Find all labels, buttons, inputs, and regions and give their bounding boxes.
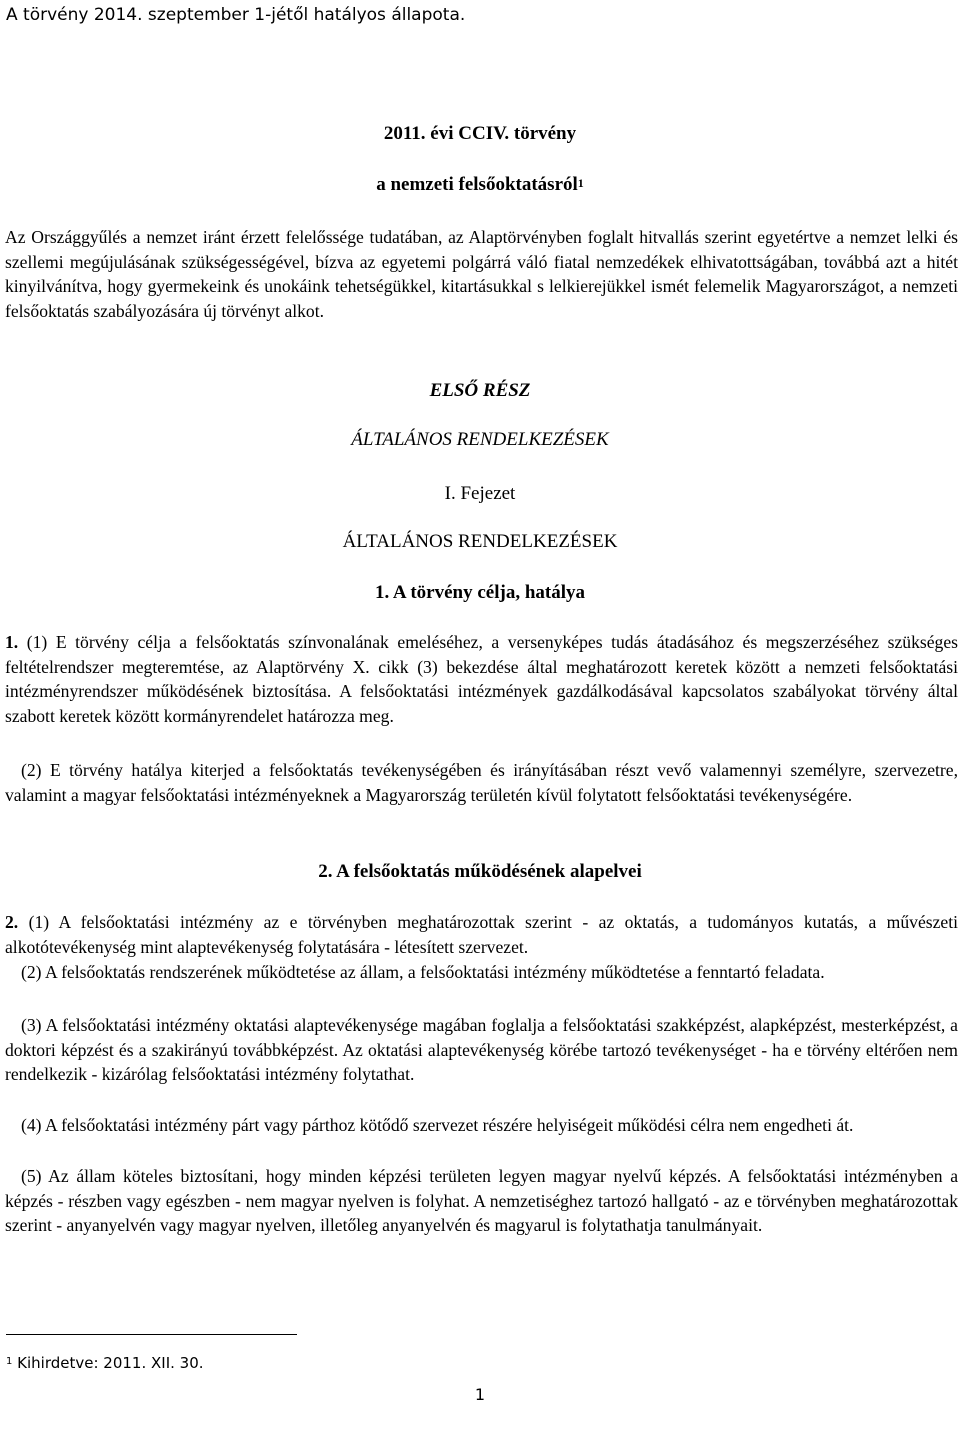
chapter-title: I. Fejezet xyxy=(444,483,516,504)
header-note: A törvény 2014. szeptember 1-jétől hatályos állapota. xyxy=(6,5,466,25)
footnote-text: Kihirdetve: 2011. XII. 30. xyxy=(17,1354,204,1372)
section-paragraph: (3) A felsőoktatási intézmény oktatási alaptevékenysége magában foglalja a felsőoktatási szakképzést, alapképzést, mesterképzést, a doktori képzést és a szakirányú továbbképzést. Az oktatási alaptevékenység körébe tartozó tevékenységet - ha e törvény eltérően nem rendelkezik - kizárólag felsőoktatási intézmény folytathat. xyxy=(5,1015,958,1085)
law-subtitle-text: a nemzeti felsőoktatásról xyxy=(376,174,578,195)
page-number: 1 xyxy=(474,1385,486,1404)
section-heading: 2. A felsőoktatás működésének alapelvei xyxy=(318,861,642,882)
law-subtitle xyxy=(0,172,960,198)
section-number: 1. xyxy=(5,632,19,652)
footnote-divider xyxy=(6,1334,297,1335)
preamble: Az Országgyűlés a nemzet iránt érzett felelőssége tudatában, az Alaptörvényben foglalt hitvallás szerint egyetértve a nemzet lelki és szellemi megújulásának szükségességével, bízva az egyetemi polgárrá váló fiatal nemzedékek elhivatottságában, továbbá azt a hitét kinyilvánítva, hogy gyermekeink és unokáink tehetségükkel, kitartásukkal s lelkierejükkel ismét felemelik Magyarországot, a nemzeti felsőoktatás szabályozására új törvényt alkot. xyxy=(5,227,958,322)
part-subtitle: ÁLTALÁNOS RENDELKEZÉSEK xyxy=(351,429,609,450)
section-paragraph: (5) Az állam köteles biztosítani, hogy minden képzési területen legyen magyar nyelvű képzés. A felsőoktatási intézményben a képzés - részben vagy egészben - nem magyar nyelven is folyhat. A nemzetiséghez tartozó hallgató - az e törvényben meghatározottak szerint - anyanyelvén vagy magyar nyelven, illetőleg anyanyelvén és magyarul is folytathatja tanulmányait. xyxy=(5,1166,958,1236)
paragraph-text: (1) A felsőoktatási intézmény az e törvényben meghatározottak szerint - az oktatás, a tudományos kutatás, a művészeti alkotótevékenység mint alaptevékenység folytatására - létesített szervezet. xyxy=(5,912,958,957)
law-title: 2011. évi CCIV. törvény xyxy=(383,123,577,144)
section-paragraph: (4) A felsőoktatási intézmény párt vagy párthoz kötődő szervezet részére helyiségeit működési célra nem engedheti át. xyxy=(21,1115,854,1135)
section-heading: 1. A törvény célja, hatálya xyxy=(374,582,586,603)
section-paragraph: (2) A felsőoktatás rendszerének működtetése az állam, a felsőoktatási intézmény működtetése a fenntartó feladata. xyxy=(21,962,825,982)
section-paragraph xyxy=(5,630,958,729)
footnote-mark: 1 xyxy=(6,1356,13,1367)
section-number: 2. xyxy=(5,912,19,932)
section-paragraph xyxy=(5,910,958,959)
paragraph-text: (1) E törvény célja a felsőoktatás színvonalának emeléséhez, a versenyképes tudás átadásához és megszerzéséhez szükséges feltételrendszer megteremtése, az Alaptörvény X. cikk (3) bekezdése által meghatározott keretek között a nemzeti felsőoktatási intézményrendszer működésének biztosítása. A felsőoktatási intézmények gazdálkodásával kapcsolatos szabályokat törvény által szabott keretek között kormányrendelet határozza meg. xyxy=(5,632,958,727)
footnote xyxy=(6,1353,204,1373)
part-title: ELSŐ RÉSZ xyxy=(429,380,531,401)
chapter-subtitle: ÁLTALÁNOS RENDELKEZÉSEK xyxy=(342,531,618,552)
section-paragraph: (2) E törvény hatálya kiterjed a felsőoktatás tevékenységében és irányításában részt vevő valamennyi személyre, szervezetre, valamint a magyar felsőoktatási intézményeknek a Magyarország területén kívül folytatott felsőoktatási tevékenységére. xyxy=(5,760,958,805)
footnote-reference[interactable]: 1 xyxy=(577,176,584,190)
